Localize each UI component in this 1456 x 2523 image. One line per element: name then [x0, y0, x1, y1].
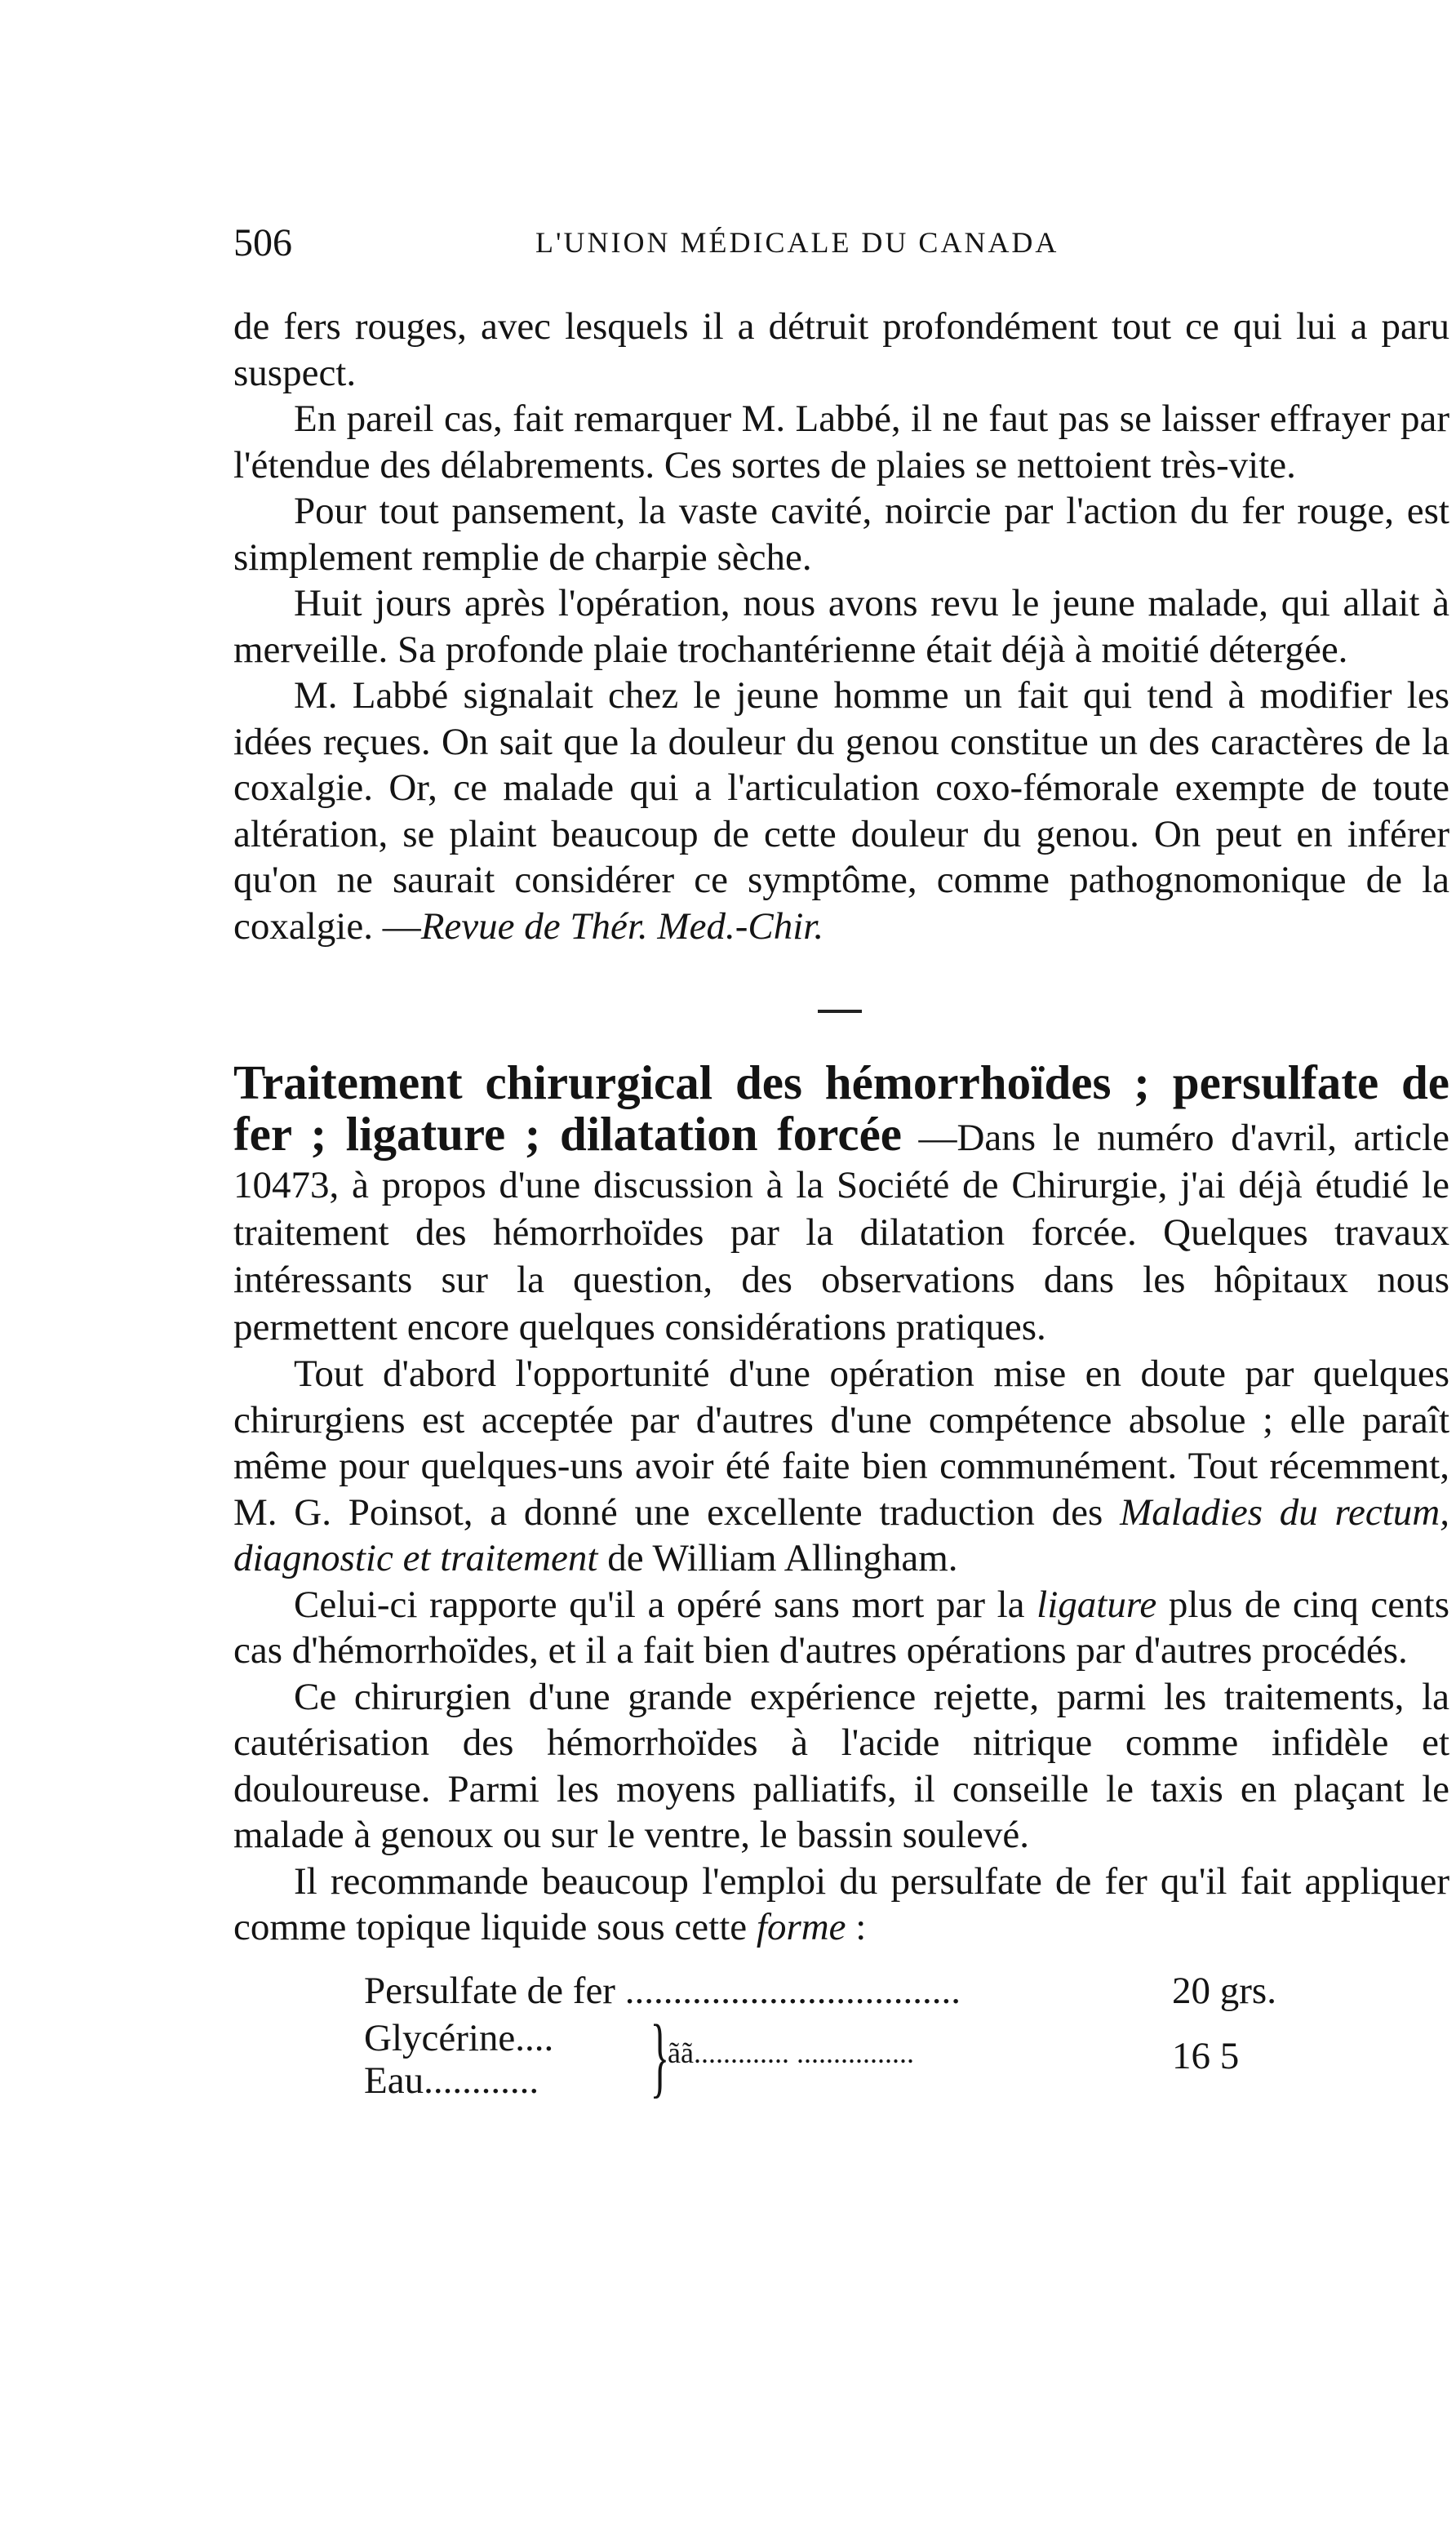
article-p2-end: de William Allingham. [597, 1537, 958, 1579]
article-paragraph-3 [233, 1582, 1449, 1674]
forme-term: forme [756, 1906, 846, 1948]
paragraph-5-text: M. Labbé signalait chez le jeune homme un fait qui tend à modifier les idées reçues. On sait que la douleur du genou constitue un des caractères de la coxalgie. Or, ce malade qui a l'articulation coxo-fémorale exempte de toute altération, se plaint beaucoup de cette douleur du genou. On peut en inférer qu'on ne saurait considérer ce symptôme, comme pathognomonique de la coxalgie. — [233, 674, 1449, 948]
article-hemorrhoids [233, 1055, 1450, 1951]
recipe-line-eau: Eau............ [364, 2059, 539, 2102]
journal-title: L'UNION MÉDICALE DU CANADA [535, 226, 1059, 259]
recipe-line-glycerine: Glycérine.... [364, 2016, 554, 2059]
article-p5-end: : [846, 1906, 867, 1948]
page-number: 506 [233, 221, 292, 264]
recipe-ana-dots: ãã............. ................ [668, 2036, 914, 2069]
article-paragraph-5 [233, 1859, 1449, 1951]
running-head [233, 220, 1449, 269]
journal-page [233, 220, 1449, 2132]
continuation-paragraph-1: de fers rouges, avec lesquels il a détruit profondément tout ce qui lui a paru suspect. [233, 305, 1449, 394]
continuation-paragraph-4: Huit jours après l'opération, nous avons revu le jeune malade, qui allait à merveille. Sa profonde plaie trochantérienne était déjà à moitié détergée. [233, 582, 1449, 671]
article-heading: Traitement chirurgical des hémorrhoïdes ; persulfate de fer ; ligature ; dilatation forcée [233, 1055, 1449, 1161]
continuation-paragraph-5 [233, 673, 1449, 949]
article-p2-text: Tout d'abord l'opportunité d'une opération mise en doute par quelques chirurgiens est acceptée par d'autres d'une compétence absolue ; elle paraît même pour quelques-uns avoir été faite bien communément. Tout récemment, M. G. Poinsot, a donné une excellente traduction des [233, 1353, 1449, 1534]
article-lead-paragraph [233, 1055, 1450, 1351]
article-lead-text: —Dans le numéro d'avril, article 10473, à propos d'une discussion à la Société de Chirurgie, j'ai déjà étudié le traitement des hémorrhoïdes par la dilatation forcée. Quelques travaux intéressants sur la question, des observations dans les hôpitaux nous permettent encore quelques considérations pratiques. [233, 1117, 1450, 1348]
article-paragraph-4: Ce chirurgien d'une grande expérience rejette, parmi les traitements, la cautérisation des hémorrhoïdes à l'acide nitrique comme infidèle et douloureuse. Parmi les moyens palliatifs, il conseille le taxis en plaçant le malade à genoux ou sur le ventre, le bassin soulevé. [233, 1675, 1449, 1856]
recipe-quantity-shared: 16 5 [1172, 2034, 1240, 2077]
article-paragraph-2 [233, 1351, 1449, 1582]
source-citation: Revue de Thér. Med.-Chir. [420, 904, 824, 948]
recipe-brace: } [650, 2006, 670, 2106]
section-divider [818, 1010, 862, 1013]
ligature-term: ligature [1037, 1583, 1157, 1626]
recipe-quantity-persulfate: 20 grs. [1172, 1969, 1276, 2012]
article-p3-text: Celui-ci rapporte qu'il a opéré sans mort par la [294, 1583, 1037, 1626]
article-p3-end: plus de cinq cents cas d'hémorrhoïdes, et il a fait bien d'autres opérations par d'autres procédés. [233, 1583, 1450, 1672]
recipe-line-persulfate: Persulfate de fer ................................... [364, 1969, 961, 2012]
continuation-paragraph-3: Pour tout pansement, la vaste cavité, noircie par l'action du fer rouge, est simplement remplie de charpie sèche. [233, 490, 1449, 579]
book-title: Maladies du rectum, diagnostic et traitement [233, 1490, 1450, 1579]
article-p5-text: Il recommande beaucoup l'emploi du persulfate de fer qu'il fait appliquer comme topique liquide sous cette [233, 1859, 1449, 1948]
prescription-formula [233, 1969, 1449, 2132]
continuation-paragraph-2: En pareil cas, fait remarquer M. Labbé, il ne faut pas se laisser effrayer par l'étendue des délabrements. Ces sortes de plaies se nettoient très-vite. [233, 398, 1449, 486]
